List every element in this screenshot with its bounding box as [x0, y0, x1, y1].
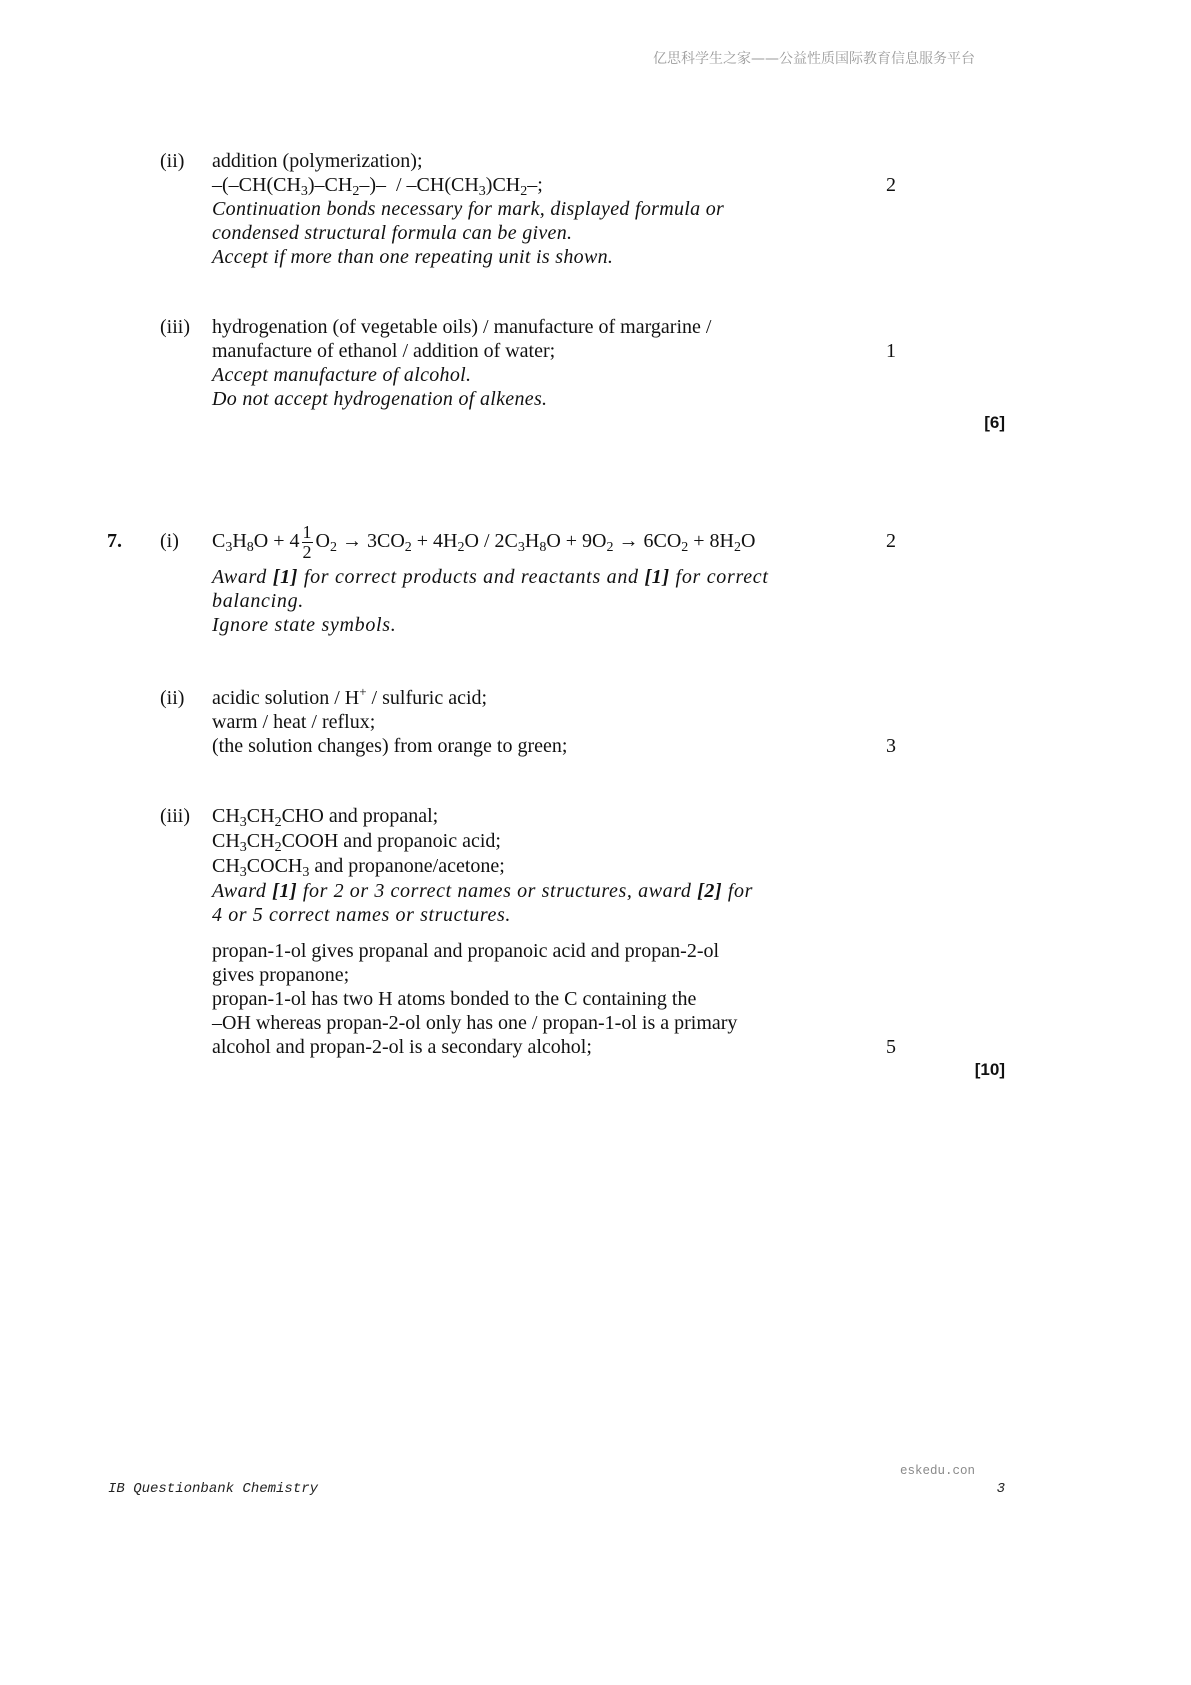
q7-part-iii-label: (iii)	[160, 805, 190, 827]
text-run: alcohol and propan-2-ol is a secondary alcohol;	[212, 1036, 592, 1058]
text-run: COOH and propanoic acid;	[281, 830, 501, 852]
subscript: 3	[302, 865, 310, 880]
subscript: 3	[517, 540, 525, 555]
marking-note-line	[212, 565, 769, 589]
subscript: 2	[352, 184, 360, 199]
marking-note-line	[212, 221, 724, 245]
text-run: –(–CH(CH	[212, 174, 301, 196]
answer-line	[212, 315, 711, 339]
superscript: +	[359, 684, 367, 699]
answer-line	[212, 173, 724, 197]
footer-source: eskedu.con	[899, 1464, 975, 1478]
text-run: balancing.	[212, 590, 304, 612]
subscript: 3	[239, 840, 247, 855]
text-run: → 6CO	[613, 530, 682, 552]
q7-part-i-answer	[212, 517, 769, 637]
text-run: –OH whereas propan-2-ol only has one / propan-1-ol is a primary	[212, 1012, 738, 1034]
text-run: hydrogenation (of vegetable oils) / manufacture of margarine /	[212, 316, 712, 338]
subscript: 3	[239, 865, 247, 880]
text-run: O	[741, 530, 756, 552]
subscript: 2	[734, 540, 742, 555]
subscript: 3	[478, 184, 486, 199]
answer-line	[212, 517, 769, 565]
answer-line	[212, 686, 567, 710]
marking-note-line	[212, 245, 724, 269]
text-run: O + 4	[253, 530, 300, 552]
marking-note-line	[212, 387, 711, 411]
text-run: (the solution changes) from orange to green;	[212, 735, 568, 757]
text-run: Award	[212, 880, 273, 902]
answer-line	[212, 710, 567, 734]
subscript: 3	[239, 815, 247, 830]
mark-reference: [1]	[272, 880, 298, 902]
fraction-numerator: 1	[302, 521, 312, 542]
text-run: → 3CO	[336, 530, 405, 552]
subscript: 2	[404, 540, 412, 555]
mark-reference: [2]	[697, 880, 723, 902]
q6-part-ii-answer	[212, 149, 724, 269]
text-run: H	[232, 530, 247, 552]
text-run: addition (polymerization);	[212, 150, 423, 172]
subscript: 8	[539, 540, 547, 555]
marking-note-line	[212, 197, 724, 221]
marking-note-line	[212, 903, 753, 927]
text-run: for	[722, 880, 753, 902]
text-run: O + 9O	[546, 530, 607, 552]
text-run: 4 or 5 correct names or structures.	[212, 904, 511, 926]
text-run: Ignore state symbols.	[212, 614, 397, 636]
marking-note-line	[212, 363, 711, 387]
answer-line	[212, 339, 711, 363]
q6-part-ii-label: (ii)	[160, 150, 185, 172]
text-run: O	[315, 530, 330, 552]
subscript: 2	[520, 184, 528, 199]
q6-part-ii-marks: 2	[886, 174, 896, 196]
subscript: 2	[274, 840, 282, 855]
marking-note-line	[212, 613, 769, 637]
question-7-number: 7.	[107, 530, 122, 552]
q7-part-i-marks: 2	[886, 530, 896, 552]
subscript: 8	[246, 540, 254, 555]
text-run: Continuation bonds necessary for mark, displayed formula or	[212, 198, 725, 220]
text-run: –)– / –CH(CH	[359, 174, 479, 196]
subscript: 2	[606, 540, 614, 555]
subscript: 2	[274, 815, 282, 830]
q7-part-ii-answer	[212, 686, 567, 758]
footer-title: IB Questionbank Chemistry	[108, 1481, 319, 1497]
text-run: for 2 or 3 correct names or structures, award	[297, 880, 698, 902]
text-run: C	[212, 530, 226, 552]
answer-line	[212, 1035, 737, 1059]
text-run: CH	[212, 855, 240, 877]
fraction	[302, 523, 313, 562]
q7-part-iii-marks: 5	[886, 1036, 896, 1058]
text-run: –;	[527, 174, 543, 196]
answer-line	[212, 854, 753, 879]
text-run: for correct products and reactants and	[298, 566, 645, 588]
text-run: for correct	[669, 566, 769, 588]
text-run: propan-1-ol has two H atoms bonded to the C containing the	[212, 988, 697, 1010]
text-run: / sulfuric acid;	[366, 687, 488, 709]
marking-note-line	[212, 589, 769, 613]
answer-line	[212, 734, 567, 758]
text-run: )CH	[485, 174, 521, 196]
marking-note-line	[212, 879, 753, 903]
q6-part-iii-marks: 1	[886, 340, 896, 362]
answer-line	[212, 149, 724, 173]
text-run: Accept if more than one repeating unit is shown.	[212, 246, 614, 268]
site-header: 亿思科学生之家——公益性质国际教育信息服务平台	[653, 51, 975, 67]
q7-part-ii-marks: 3	[886, 735, 896, 757]
answer-line	[212, 987, 737, 1011]
text-run: condensed structural formula can be given.	[212, 222, 573, 244]
text-run: manufacture of ethanol / addition of water;	[212, 340, 556, 362]
answer-line	[212, 1011, 737, 1035]
text-run: and propanone/acetone;	[309, 855, 505, 877]
subscript: 2	[681, 540, 689, 555]
q7-total-marks: [10]	[974, 1060, 1005, 1079]
text-run: H	[524, 530, 540, 552]
q7-part-ii-label: (ii)	[160, 687, 185, 709]
text-run: + 4H	[411, 530, 458, 552]
answer-line	[212, 963, 737, 987]
text-run: CHO and propanal;	[281, 805, 439, 827]
q6-total-marks: [6]	[984, 413, 1005, 432]
text-run: CH	[212, 830, 240, 852]
subscript: 3	[300, 184, 308, 199]
q6-part-iii-answer	[212, 315, 711, 411]
text-run: COCH	[246, 855, 303, 877]
text-run: Do not accept hydrogenation of alkenes.	[212, 388, 548, 410]
subscript: 3	[225, 540, 233, 555]
page-number: 3	[996, 1481, 1005, 1497]
answer-line	[212, 829, 753, 854]
fraction-denominator: 2	[302, 541, 312, 562]
subscript: 2	[329, 540, 337, 555]
text-run: CH	[212, 805, 240, 827]
text-run: + 8H	[688, 530, 735, 552]
text-run: propan-1-ol gives propanal and propanoic acid and propan-2-ol	[212, 940, 720, 962]
text-run: Award	[212, 566, 273, 588]
text-run: Accept manufacture of alcohol.	[212, 364, 472, 386]
q7-part-i-label: (i)	[160, 530, 179, 552]
q7-part-iii-explanation	[212, 939, 737, 1059]
text-run: CH	[246, 830, 275, 852]
mark-reference: [1]	[272, 566, 299, 588]
q6-part-iii-label: (iii)	[160, 316, 190, 338]
mark-reference: [1]	[644, 566, 670, 588]
text-run: O / 2C	[464, 530, 518, 552]
answer-line	[212, 804, 753, 829]
text-run: warm / heat / reflux;	[212, 711, 376, 733]
text-run: CH	[246, 805, 275, 827]
q7-part-iii-answer	[212, 804, 753, 927]
answer-line	[212, 939, 737, 963]
text-run: gives propanone;	[212, 964, 350, 986]
text-run: )–CH	[307, 174, 353, 196]
text-run: acidic solution / H	[212, 687, 360, 709]
subscript: 2	[457, 540, 465, 555]
